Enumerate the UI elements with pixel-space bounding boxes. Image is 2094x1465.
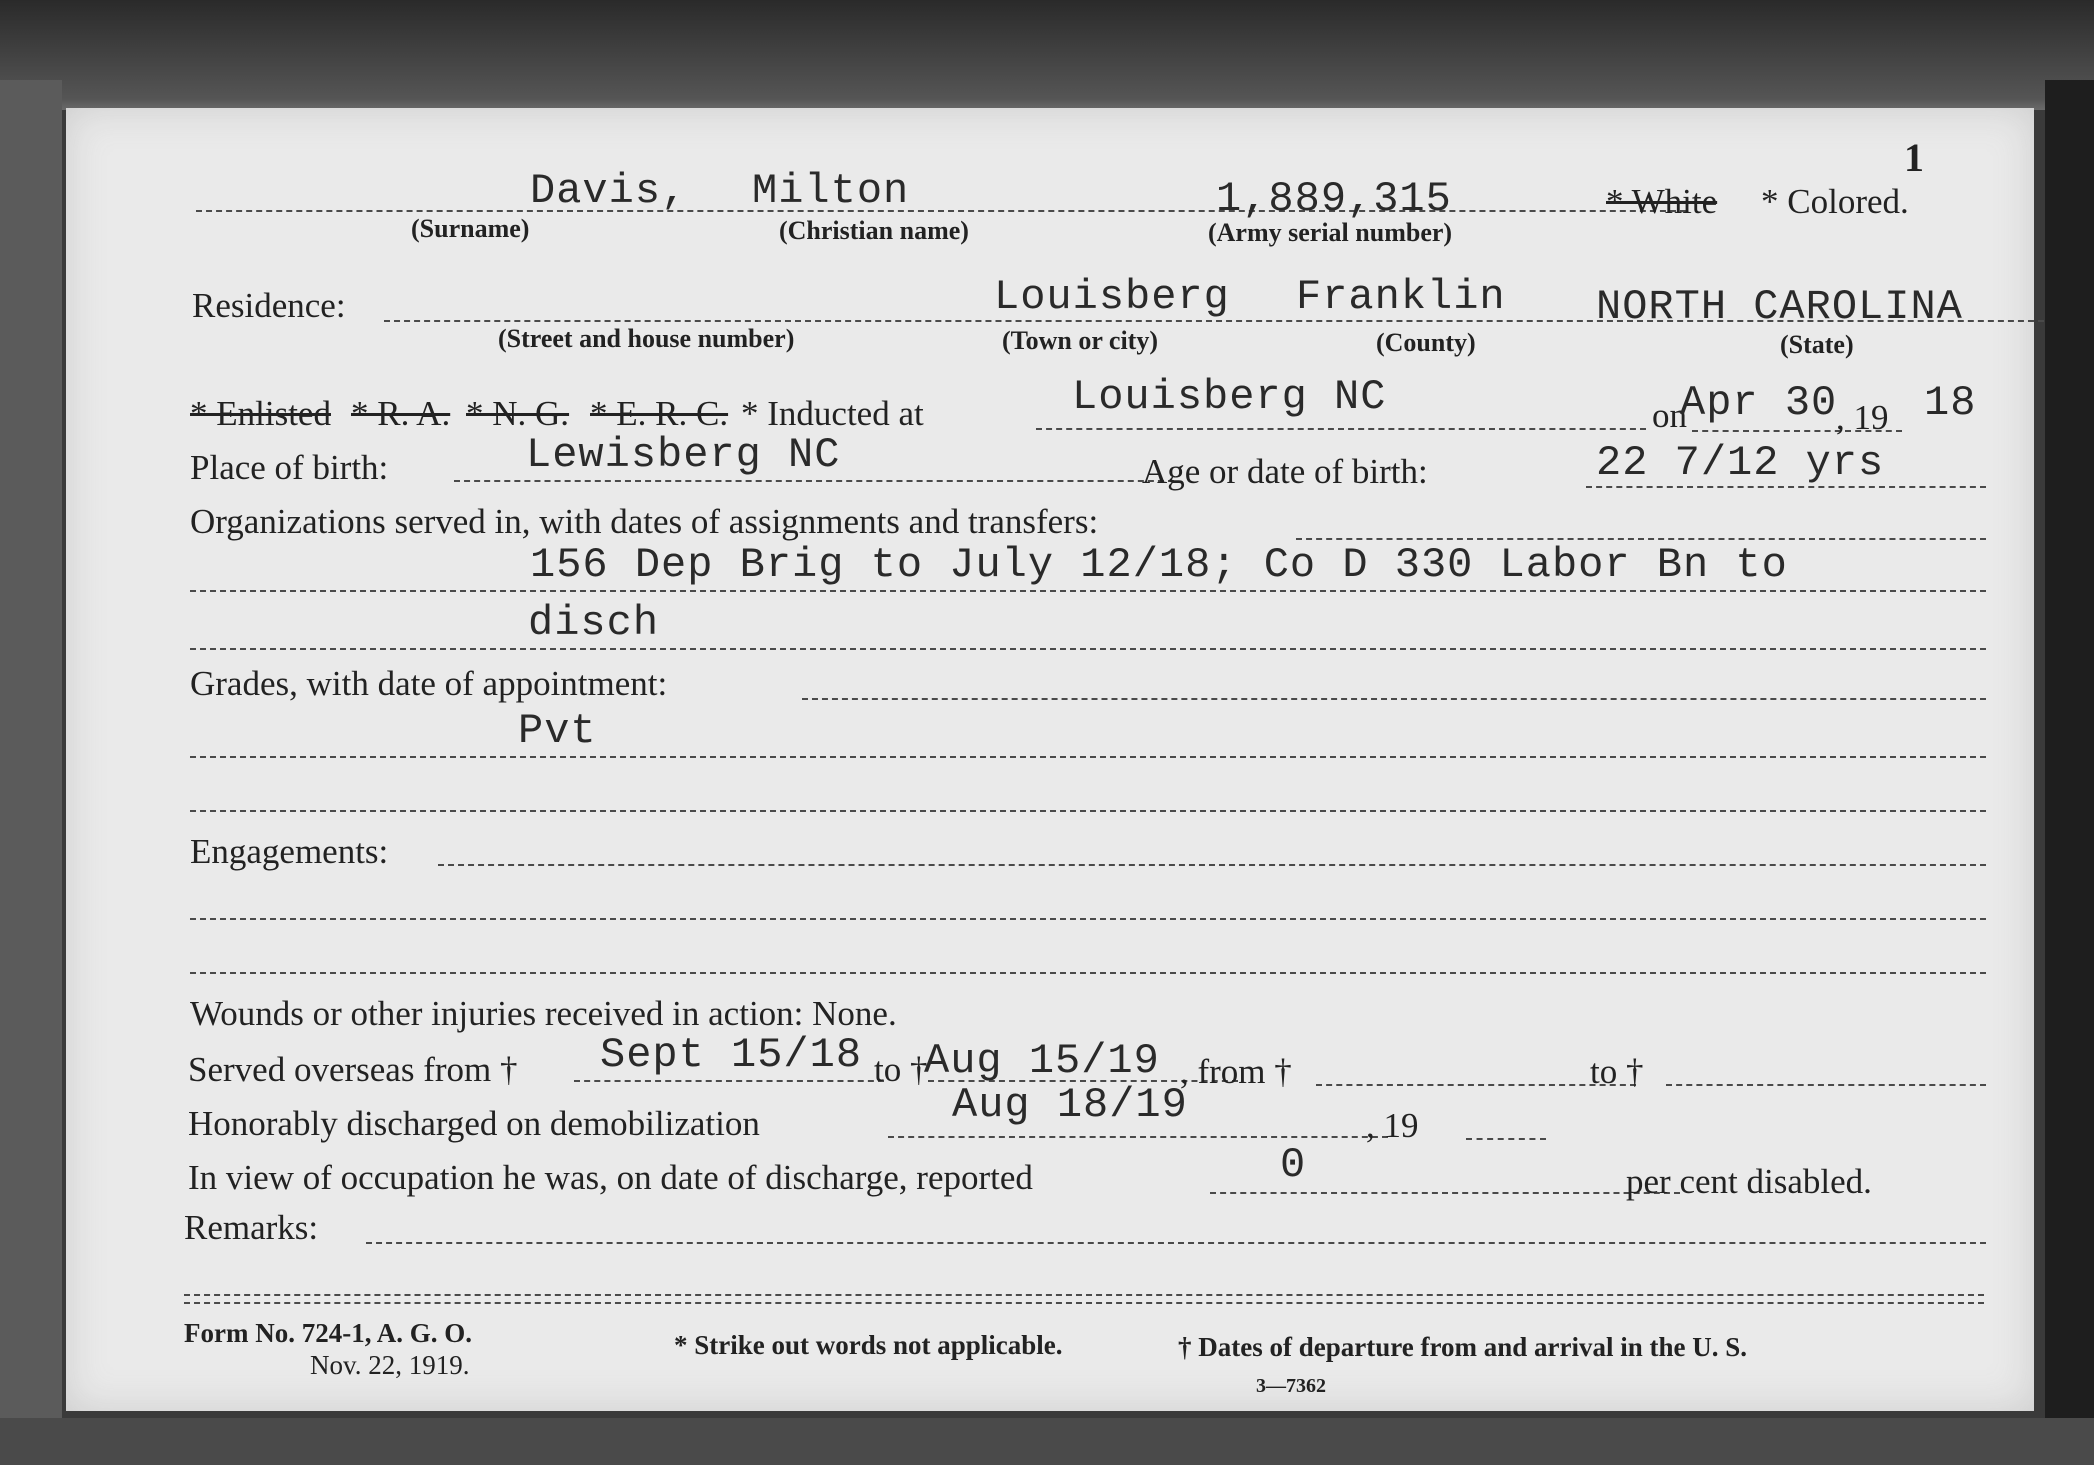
inducted-at-line: [1036, 428, 1646, 430]
overseas-to2-line: [1666, 1084, 1986, 1086]
name-line: [196, 210, 1686, 212]
organizations-value-line2: disch: [528, 599, 660, 647]
engagements-label: Engagements:: [190, 832, 389, 871]
organizations-line-2: [190, 648, 1986, 650]
remarks-line-0: [366, 1242, 1986, 1244]
christian-name-value: Milton: [752, 167, 910, 215]
strike-note: * Strike out words not applicable.: [674, 1330, 1063, 1360]
induction-year-prefix: , 19: [1836, 398, 1889, 437]
surname-value: Davis,: [530, 167, 688, 215]
overseas-to-label: to †: [874, 1050, 928, 1089]
county-caption: (County): [1376, 328, 1476, 357]
discharge-date-value: Aug 18/19: [952, 1081, 1188, 1129]
residence-town-value: Louisberg: [994, 273, 1230, 321]
grades-line-0: [802, 698, 1986, 700]
discharge-year-prefix: , 19: [1366, 1106, 1419, 1145]
inducted-at-value: Louisberg NC: [1072, 373, 1387, 421]
discharge-line: [888, 1136, 1388, 1138]
grades-value: Pvt: [518, 707, 597, 755]
form-number: Form No. 724-1, A. G. O.: [184, 1318, 472, 1348]
christian-name-caption: (Christian name): [779, 216, 969, 245]
street-caption: (Street and house number): [498, 324, 795, 353]
disability-suffix: per cent disabled.: [1626, 1162, 1872, 1201]
induction-year-value: 18: [1924, 379, 1977, 427]
white-label: * White: [1606, 182, 1718, 221]
overseas-from-line: [574, 1080, 884, 1082]
place-of-birth-label: Place of birth:: [190, 448, 389, 487]
scan-background-left: [0, 80, 62, 1465]
place-of-birth-value: Lewisberg NC: [526, 431, 841, 479]
card-number: 1: [1904, 135, 1924, 180]
disability-value: 0: [1280, 1141, 1307, 1189]
discharge-label: Honorably discharged on demobilization: [188, 1104, 760, 1143]
grades-line-2: [190, 810, 1986, 812]
erc-label: * E. R. C.: [590, 394, 729, 433]
service-record-card: [66, 108, 2034, 1411]
form-date: Nov. 22, 1919.: [310, 1350, 470, 1380]
inducted-at-label: * Inducted at: [741, 394, 924, 433]
ng-label: * N. G.: [466, 394, 570, 433]
scan-background-right: [2045, 80, 2094, 1465]
residence-county-value: Franklin: [1296, 273, 1506, 321]
dates-note: † Dates of departure from and arrival in the U. S.: [1178, 1332, 1747, 1362]
surname-caption: (Surname): [411, 214, 530, 243]
on-label: on: [1652, 396, 1687, 435]
disability-line: [1210, 1192, 1680, 1194]
remarks-label: Remarks:: [184, 1208, 319, 1247]
engagements-line-2: [190, 972, 1986, 974]
engagements-line-1: [190, 918, 1986, 920]
overseas-from-value: Sept 15/18: [600, 1031, 863, 1079]
remarks-line-1: [184, 1294, 1984, 1296]
wounds-label: Wounds or other injuries received in action: None.: [190, 994, 897, 1033]
ra-label: * R. A.: [351, 394, 451, 433]
engagements-line-0: [438, 864, 1986, 866]
serial-number-caption: (Army serial number): [1208, 218, 1453, 247]
grades-line-1: [190, 756, 1986, 758]
overseas-from2-label: , from †: [1180, 1052, 1292, 1091]
print-code: 3—7362: [1256, 1375, 1326, 1397]
place-of-birth-line: [454, 480, 1174, 482]
organizations-label: Organizations served in, with dates of assignments and transfers:: [190, 502, 1099, 541]
induction-date-value: Apr 30: [1680, 379, 1838, 427]
age-value: 22 7/12 yrs: [1596, 439, 1885, 487]
town-caption: (Town or city): [1002, 326, 1158, 355]
overseas-from2-line: [1316, 1084, 1636, 1086]
remarks-line-2: [184, 1302, 1984, 1304]
overseas-label: Served overseas from †: [188, 1050, 518, 1089]
state-caption: (State): [1780, 330, 1854, 359]
organizations-line-0: [1296, 538, 1986, 540]
enlisted-label: * Enlisted: [190, 394, 331, 433]
discharge-year-line: [1466, 1138, 1546, 1140]
overseas-to2-label: to †: [1590, 1052, 1644, 1091]
organizations-value-line1: 156 Dep Brig to July 12/18; Co D 330 Labor Bn to: [530, 541, 1788, 589]
scan-background-top: [0, 0, 2094, 110]
residence-label: Residence:: [192, 286, 346, 325]
colored-label: * Colored.: [1761, 182, 1909, 221]
grades-label: Grades, with date of appointment:: [190, 664, 668, 703]
organizations-line-1: [190, 590, 1986, 592]
serial-number-value: 1,889,315: [1216, 175, 1452, 223]
overseas-to-value: Aug 15/19: [924, 1037, 1160, 1085]
residence-state-value: NORTH CAROLINA: [1596, 283, 1963, 331]
scan-background-bottom: [0, 1418, 2094, 1465]
disability-label: In view of occupation he was, on date of discharge, reported: [188, 1158, 1033, 1197]
age-label: Age or date of birth:: [1142, 452, 1428, 491]
